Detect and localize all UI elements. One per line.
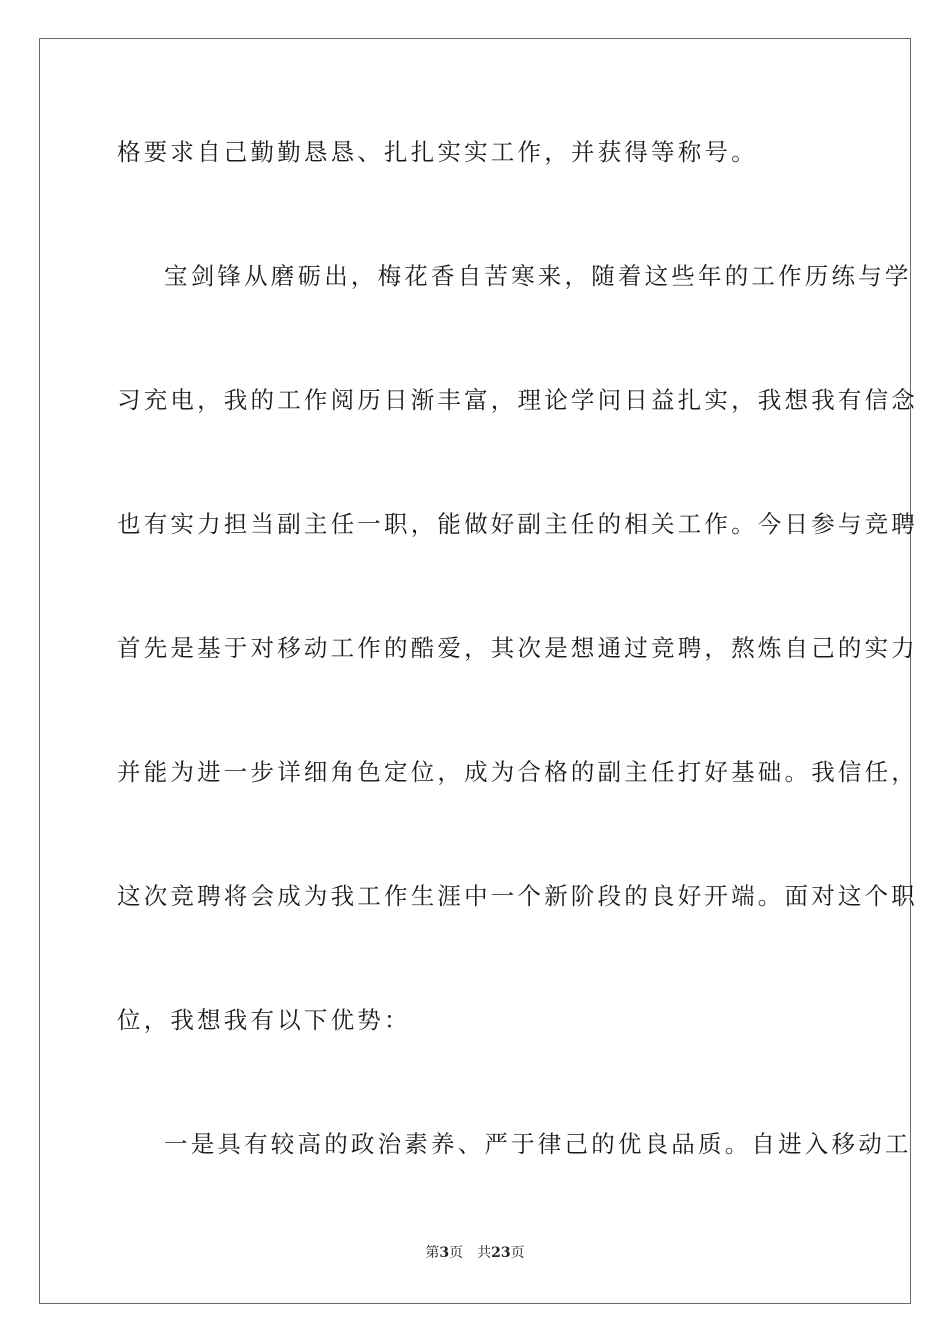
body-line-4: 也有实力担当副主任一职，能做好副主任的相关工作。今日参与竞聘 — [117, 510, 918, 538]
body-line-1: 格要求自己勤勤恳恳、扎扎实实工作，并获得等称号。 — [117, 138, 758, 166]
footer-total-pages: 23 — [491, 1245, 511, 1261]
page-border — [39, 38, 911, 1304]
footer-page-number: 3 — [439, 1245, 450, 1261]
footer-page-prefix: 第 — [425, 1245, 440, 1261]
footer-page-suffix: 页 — [449, 1245, 464, 1261]
body-line-6: 并能为进一步详细角色定位，成为合格的副主任打好基础。我信任， — [117, 758, 918, 786]
body-line-3: 习充电，我的工作阅历日渐丰富，理论学问日益扎实，我想我有信念 — [117, 386, 918, 414]
page-footer — [0, 1243, 950, 1263]
body-line-9: 一是具有较高的政治素养、严于律己的优良品质。自进入移动工 — [164, 1130, 912, 1158]
body-line-8: 位，我想我有以下优势： — [117, 1006, 411, 1034]
body-line-7: 这次竞聘将会成为我工作生涯中一个新阶段的良好开端。面对这个职 — [117, 882, 918, 910]
footer-total-prefix: 共 — [477, 1245, 492, 1261]
footer-total-suffix: 页 — [510, 1245, 525, 1261]
body-line-2: 宝剑锋从磨砺出，梅花香自苦寒来，随着这些年的工作历练与学 — [164, 262, 912, 290]
body-line-5: 首先是基于对移动工作的酷爱，其次是想通过竞聘，熬炼自己的实力 — [117, 634, 918, 662]
